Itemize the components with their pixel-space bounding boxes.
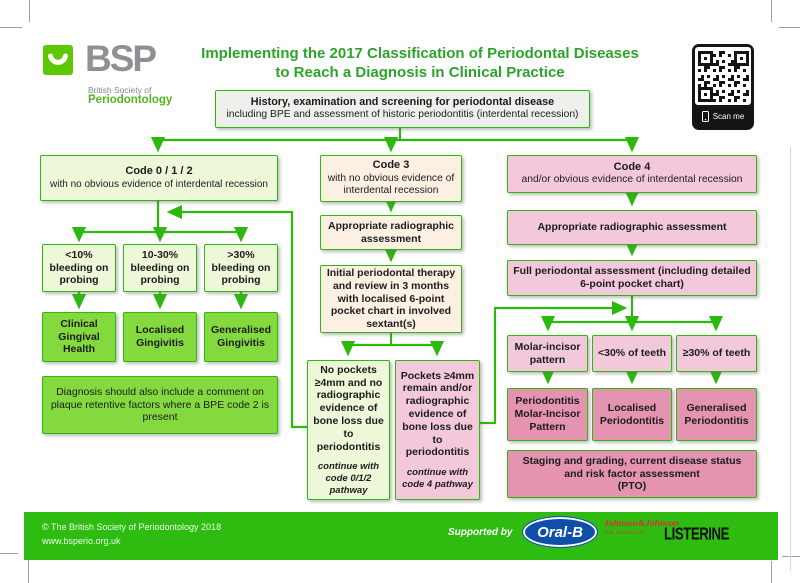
code-4-subtitle: and/or obvious evidence of interdental recession bbox=[521, 174, 743, 186]
phone-icon bbox=[702, 111, 709, 122]
bleeding-lt10-box: <10% bleeding on probing bbox=[42, 244, 116, 292]
ge30-teeth-box: ≥30% of teeth bbox=[676, 335, 757, 372]
bsp-logo-acronym: BSP bbox=[85, 38, 156, 79]
no-pockets-outcome-box: No pockets ≥4mm and no radiographic evidence of bone loss due to periodontitis continue with code 0/1/2 pathway bbox=[307, 360, 390, 500]
crop-mark bbox=[29, 0, 30, 22]
localised-periodontitis-box: Localised Periodontitis bbox=[592, 388, 672, 441]
history-screening-box bbox=[215, 90, 590, 128]
listerine-logo: LISTERINE bbox=[664, 524, 729, 545]
code-4-box bbox=[507, 155, 757, 193]
page-title-line2: to Reach a Diagnosis in Clinical Practice bbox=[275, 63, 565, 81]
qr-pattern-area bbox=[695, 47, 751, 105]
code-3-box bbox=[320, 155, 462, 202]
code-3-subtitle: with no obvious evidence of interdental recession bbox=[327, 172, 455, 197]
bleeding-10-30-box: 10-30% bleeding on probing bbox=[123, 244, 197, 292]
page-edge bbox=[790, 147, 791, 571]
bsp-logo-org-line2: Periodontology bbox=[88, 94, 173, 106]
code3-radiographic-box: Appropriate radiographic assessment bbox=[320, 215, 462, 250]
footer-website: www.bsperio.org.uk bbox=[42, 536, 121, 546]
code-0-1-2-box bbox=[40, 155, 278, 201]
crop-mark bbox=[782, 556, 800, 557]
lt30-teeth-box: <30% of teeth bbox=[592, 335, 672, 372]
code-4-title: Code 4 bbox=[613, 161, 651, 174]
page-title bbox=[170, 45, 670, 83]
bleeding-gt30-box: >30% bleeding on probing bbox=[204, 244, 278, 292]
generalised-gingivitis-box: Generalised Gingivitis bbox=[204, 312, 278, 362]
bsp-logo-org-line1: British Society of bbox=[88, 85, 152, 95]
code-3-title: Code 3 bbox=[372, 159, 410, 172]
supported-by-label: Supported by bbox=[448, 527, 513, 538]
qr-pattern bbox=[698, 51, 749, 102]
pockets-remain-outcome-box: Pockets ≥4mm remain and/or radiographic evidence of bone loss due to periodontitis continue with code 4 pathway bbox=[395, 360, 480, 500]
generalised-periodontitis-box: Generalised Periodontitis bbox=[676, 388, 757, 441]
code-0-1-2-subtitle: with no obvious evidence of interdental recession bbox=[50, 178, 268, 190]
crop-mark bbox=[779, 27, 800, 28]
crop-mark bbox=[0, 27, 22, 28]
page-title-line1: Implementing the 2017 Classification of Periodontal Diseases bbox=[201, 45, 639, 62]
johnson-and-johnson-logo: Johnson&Johnson THE MAKERS OF bbox=[604, 519, 679, 535]
periodontitis-molar-incisor-box: Periodontitis Molar-Incisor Pattern bbox=[507, 388, 588, 441]
footer-copyright: © The British Society of Periodontology 2018 bbox=[42, 522, 222, 532]
crop-mark bbox=[0, 553, 18, 554]
history-line2: including BPE and assessment of historic periodontitis (interdental recession) bbox=[226, 109, 579, 121]
qr-code bbox=[692, 44, 754, 130]
history-line1: History, examination and screening for periodontal disease bbox=[250, 96, 555, 109]
molar-incisor-pattern-box: Molar-incisor pattern bbox=[507, 335, 588, 372]
crop-mark bbox=[771, 0, 772, 22]
smile-icon bbox=[43, 45, 73, 75]
clinical-gingival-health-box: Clinical Gingival Health bbox=[42, 312, 116, 362]
initial-therapy-box: Initial periodontal therapy and review in 3 months with localised 6-point pocket chart in involved sextant(s) bbox=[320, 265, 462, 333]
code4-radiographic-box: Appropriate radiographic assessment bbox=[507, 210, 757, 245]
diagnosis-note-box: Diagnosis should also include a comment on plaque retentive factors where a BPE code 2 is present bbox=[42, 376, 278, 434]
full-perio-assessment-box: Full periodontal assessment (including detailed 6-point pocket chart) bbox=[507, 260, 757, 296]
code-0-1-2-title: Code 0 / 1 / 2 bbox=[125, 165, 193, 178]
crop-mark bbox=[771, 561, 772, 583]
bsp-logo-square bbox=[43, 45, 73, 75]
oralb-logo: Oral-B bbox=[522, 516, 598, 548]
qr-scan-label: Scan me bbox=[712, 111, 745, 121]
localised-gingivitis-box: Localised Gingivitis bbox=[123, 312, 197, 362]
staging-grading-box: Staging and grading, current disease status and risk factor assessment (PTO) bbox=[507, 450, 757, 498]
crop-mark bbox=[28, 558, 29, 583]
